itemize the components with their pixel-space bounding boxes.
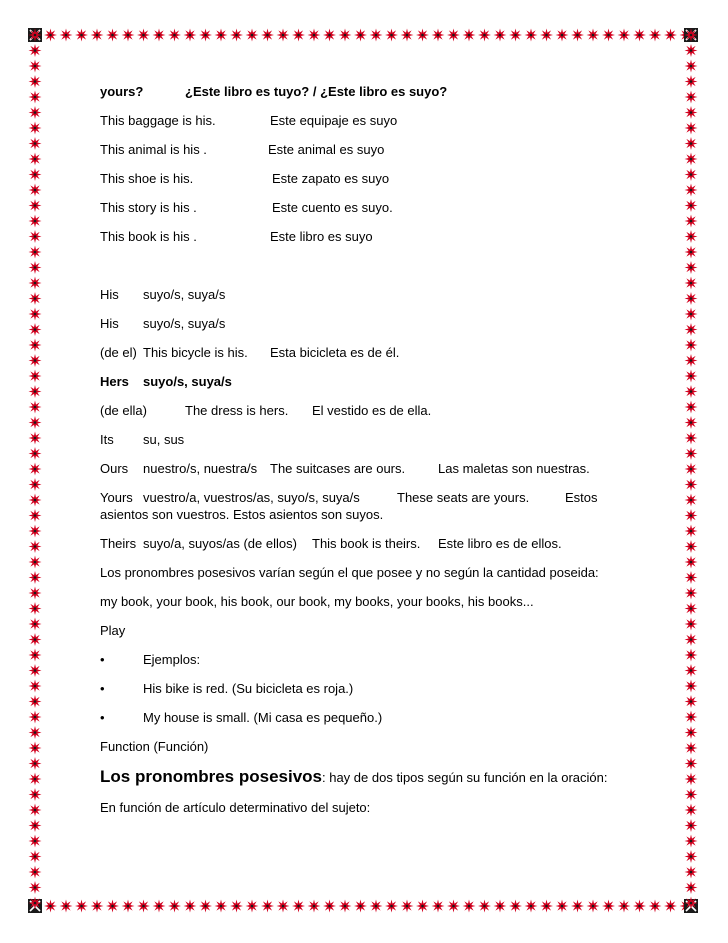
page-border-top: [22, 22, 704, 48]
text-segment: His: [100, 287, 119, 302]
text-segment: Este animal es suyo: [268, 142, 385, 157]
text-segment: Estos: [565, 490, 598, 505]
text-segment: (de el): [100, 345, 137, 360]
bullet-text: His bike is red. (Su bicicleta es roja.): [143, 681, 354, 696]
text-segment: Esta bicicleta es de él.: [270, 345, 400, 360]
ornament-star-icon: [22, 893, 704, 919]
text-segment: Hers: [100, 374, 129, 389]
text-segment: The suitcases are ours.: [270, 461, 406, 476]
text-segment: This baggage is his.: [100, 113, 216, 128]
text-segment: En función de artículo determinativo del sujeto:: [100, 800, 371, 815]
text-segment: Ours: [100, 461, 129, 476]
text-segment: These seats are yours.: [397, 490, 530, 505]
heading-rest-text: : hay de dos tipos según su función en la oración:: [322, 770, 608, 785]
text-segment: The dress is hers.: [185, 403, 289, 418]
bullet-icon: •: [100, 681, 105, 696]
heading-big-text: Los pronombres posesivos: [100, 767, 322, 786]
ornament-star-icon: [678, 22, 704, 919]
text-segment: Este zapato es suyo: [272, 171, 390, 186]
text-segment: su, sus: [143, 432, 185, 447]
text-segment: Este libro es de ellos.: [438, 536, 562, 551]
text-segment: Los pronombres posesivos varían según el que posee y no según la cantidad poseida:: [100, 565, 599, 580]
text-segment: His: [100, 316, 119, 331]
text-segment: suyo/s, suya/s: [143, 316, 226, 331]
bullet-icon: •: [100, 710, 105, 725]
text-segment: vuestro/a, vuestros/as, suyo/s, suya/s: [143, 490, 360, 505]
text-segment: Este cuento es suyo.: [272, 200, 393, 215]
play-link-label: Play: [100, 623, 126, 638]
text-segment: This bicycle is his.: [143, 345, 248, 360]
text-segment: El vestido es de ella.: [312, 403, 432, 418]
text-segment: This story is his .: [100, 200, 197, 215]
text-segment: asientos son vuestros. Estos asientos son suyos.: [100, 507, 384, 522]
text-segment: This book is his .: [100, 229, 197, 244]
text-segment: Its: [100, 432, 114, 447]
text-segment: Las maletas son nuestras.: [438, 461, 590, 476]
text-segment: This book is theirs.: [312, 536, 421, 551]
text-segment: suyo/a, suyos/as (de ellos): [143, 536, 297, 551]
text-segment: my book, your book, his book, our book, my books, your books, his books...: [100, 594, 534, 609]
text-segment: yours?: [100, 84, 144, 99]
text-segment: suyo/s, suya/s: [143, 374, 232, 389]
bullet-text: Ejemplos:: [143, 652, 201, 667]
text-segment: ¿Este libro es tuyo? / ¿Este libro es suyo?: [185, 84, 448, 99]
text-segment: This animal is his .: [100, 142, 207, 157]
page-border-bottom: [22, 893, 704, 919]
text-segment: This shoe is his.: [100, 171, 194, 186]
text-segment: suyo/s, suya/s: [143, 287, 226, 302]
text-segment: (de ella): [100, 403, 147, 418]
page-border-left: [22, 22, 48, 919]
page-border-right: [678, 22, 704, 919]
text-segment: Este libro es suyo: [270, 229, 373, 244]
text-segment: Este equipaje es suyo: [270, 113, 398, 128]
text-segment: Yours: [100, 490, 133, 505]
text-segment: Function (Función): [100, 739, 209, 754]
ornament-star-icon: [22, 22, 704, 48]
section-heading: [100, 766, 607, 789]
ornament-star-icon: [22, 22, 48, 919]
bullet-text: My house is small. (Mi casa es pequeño.): [143, 710, 383, 725]
bullet-icon: •: [100, 652, 105, 667]
text-segment: Theirs: [100, 536, 137, 551]
text-segment: nuestro/s, nuestra/s: [143, 461, 258, 476]
